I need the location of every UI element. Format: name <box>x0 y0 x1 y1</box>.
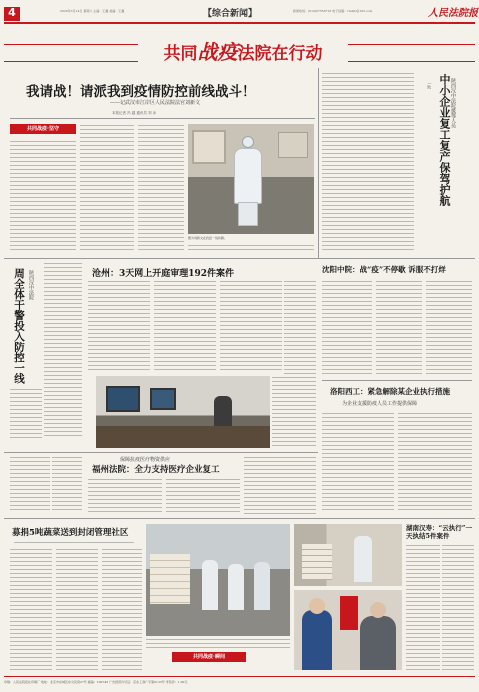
lead-photo-figure-legs <box>238 202 258 226</box>
left-body-1 <box>44 262 82 438</box>
court-photo-caption <box>272 376 316 448</box>
column-divider-right <box>318 68 319 258</box>
cangzhou-body-2 <box>154 280 216 372</box>
banner-left: 共同 <box>163 44 198 64</box>
lead-photo <box>188 124 314 234</box>
fuzhou-body-1 <box>88 478 162 514</box>
photo-elders-person-2 <box>360 616 396 670</box>
luoyang-rule <box>322 380 472 381</box>
luoyang-subhead: 为企业支援防疫人员工作提供保障 <box>342 401 418 407</box>
lead-headline: 我请战！请派我到疫情防控前线战斗！ <box>26 84 256 100</box>
banner-accent: 战疫 <box>197 40 238 64</box>
fuzhou-body-2 <box>166 478 240 514</box>
date-line: 2020年3月14日 星期六 主编：王鑫 美编：王鑫 <box>60 9 125 13</box>
lead-subhead: ——记武汉市江岸区人民法院法官刘新文 <box>110 100 201 106</box>
lead-photo-window <box>192 130 226 164</box>
bottom-rule <box>4 518 475 519</box>
fuzhou-kicker: 保障抗疫医疗物资供应 <box>120 457 171 463</box>
cangzhou-body-1 <box>88 280 150 372</box>
shenyang-body-1 <box>322 280 372 376</box>
photo-shelf-boxes <box>302 544 332 580</box>
fuzhou-left-body-1 <box>10 456 50 512</box>
lead-photo-sign <box>278 132 308 158</box>
left-body-2 <box>10 388 42 438</box>
photo-shelf-person <box>354 536 372 582</box>
vertical-kicker-1: 陕西汉中法院援鄂人员 <box>450 78 456 128</box>
right-top-body-1 <box>322 72 414 252</box>
court-photo-desk <box>96 426 270 448</box>
cangzhou-body-3 <box>220 280 282 372</box>
banner-right: 法院在行动 <box>237 44 323 64</box>
jiangxi-body-3 <box>102 548 142 672</box>
photo-vegetables-boxes <box>150 554 190 604</box>
photo-vegetables-person-1 <box>202 560 218 610</box>
fuzhou-body-3 <box>244 456 316 514</box>
lead-byline: 本报记者 冯 越 通讯员 刘 冰 <box>112 111 157 115</box>
paper-name-logo: 人民法院报 <box>428 8 478 19</box>
court-photo-screen <box>106 386 140 412</box>
fuzhou-left-body-2 <box>52 456 82 512</box>
fuzhou-headline: 福州法院：全力支持医疗企业复工 <box>92 465 220 475</box>
photo-vegetables <box>146 524 290 636</box>
luoyang-headline: 洛阳西工：紧急解除某企业执行措施 <box>330 387 450 396</box>
cangzhou-headline: 沧州：3天网上开庭审理192件案件 <box>92 269 235 279</box>
hunan-headline: 湖南汉寿：“云执行”一天执结5件案件 <box>406 524 472 540</box>
footer-rule <box>4 676 475 677</box>
mid-rule-2 <box>4 452 318 453</box>
luoyang-body-2 <box>398 412 472 512</box>
jiangxi-headline: 募捐5吨蔬菜送到封闭管理社区 <box>12 528 129 538</box>
lead-body-col-3 <box>138 124 184 250</box>
shenyang-body-3 <box>426 280 472 376</box>
masthead-rule <box>4 22 475 24</box>
footer-text: 印刷：人民法院报社印刷厂 地址：北京市东城区东交民巷27号 邮编：100745 广告经营许可证：京东工商广字第0123号 零售价：1.00元 <box>4 680 188 684</box>
lead-body-col-2 <box>80 124 134 250</box>
lead-rule <box>10 118 315 119</box>
page-number: 4 <box>8 6 16 19</box>
vertical-kicker-2: 陕西汉中法院 <box>28 270 34 300</box>
tag-bottom-text: 共同战疫·瞬间 <box>193 654 225 660</box>
vertical-note-1: —致 <box>427 80 432 89</box>
shenyang-headline: 沈阳中院：战“疫”不停歇 诉服不打烊 <box>322 265 446 274</box>
lead-body-col-4 <box>188 244 314 250</box>
shenyang-body-2 <box>376 280 422 376</box>
photo-vegetables-person-3 <box>254 562 270 610</box>
court-photo <box>96 376 270 448</box>
lead-photo-figure-body <box>234 148 262 204</box>
photo-shelf <box>294 524 402 586</box>
luoyang-body-1 <box>322 412 394 512</box>
mid-rule-1 <box>4 258 475 259</box>
section-tag: 【综合新闻】 <box>203 9 258 19</box>
court-photo-person <box>214 396 232 430</box>
bottom-photo-caption <box>146 638 290 650</box>
banner-title <box>138 40 348 64</box>
photo-elders <box>294 590 402 670</box>
photo-elders-head-1 <box>309 598 325 614</box>
photo-elders-head-2 <box>370 602 386 618</box>
lead-photo-figure-head <box>242 136 254 148</box>
jiangxi-body-1 <box>10 548 52 672</box>
hunan-body-2 <box>442 544 474 672</box>
lead-body-col-1 <box>10 140 76 250</box>
contact-line: 新闻热线：(010)67550718 电子信箱：rmfyb@163.com <box>293 9 373 13</box>
photo-elders-person-1 <box>302 610 332 670</box>
photo-elders-banner <box>340 596 358 630</box>
lead-photo-caption: 图为刘新文在抗疫一线执勤。 <box>188 236 228 240</box>
tag-gongtong-text: 共同战疫·坚守 <box>27 126 59 132</box>
photo-vegetables-person-2 <box>228 564 244 610</box>
right-column-body <box>284 280 316 374</box>
court-photo-screen-2 <box>150 388 176 410</box>
jiangxi-body-2 <box>56 548 98 672</box>
vertical-headline-1: 中小企业复工复产保驾护航 <box>438 74 451 206</box>
jiangxi-byline <box>14 541 134 545</box>
vertical-headline-2: 周全体干警投入防控一线 <box>13 268 25 384</box>
hunan-body-1 <box>406 544 440 672</box>
